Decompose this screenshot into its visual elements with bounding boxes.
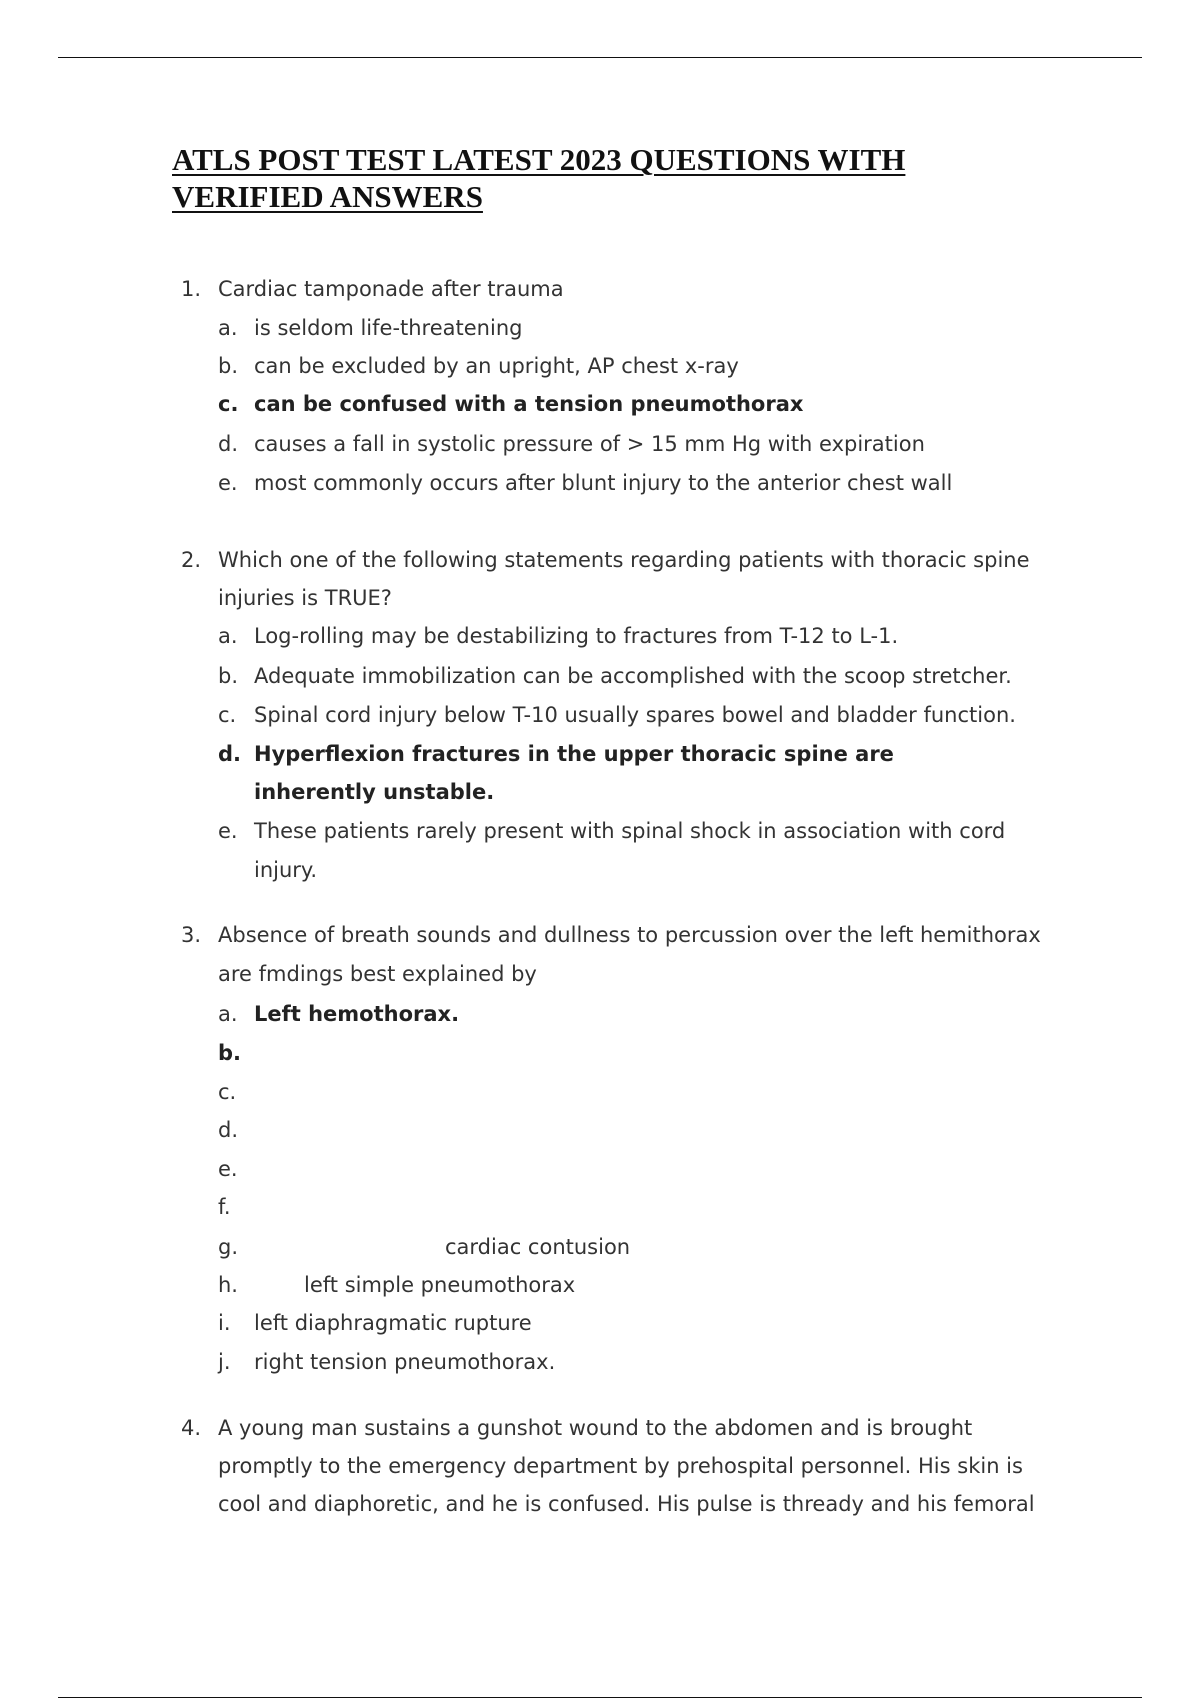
option-text: left simple pneumothorax [304, 1273, 576, 1297]
question-stem-continued: promptly to the emergency department by prehospital personnel. His skin is [218, 1454, 1023, 1478]
question-stem: Cardiac tamponade after trauma [218, 277, 564, 301]
option-letter: a. [218, 624, 238, 648]
option-letter: b. [218, 664, 239, 688]
option-letter: d. [218, 742, 242, 766]
option-letter: b. [218, 354, 239, 378]
option-text: right tension pneumothorax. [254, 1350, 556, 1374]
correct-answer: Hyperflexion fractures in the upper thoracic spine are [254, 742, 894, 766]
option-text: is seldom life-threatening [254, 316, 523, 340]
correct-answer: Left hemothorax. [254, 1002, 460, 1026]
option-text: can be excluded by an upright, AP chest x-ray [254, 354, 739, 378]
option-letter: d. [218, 1118, 239, 1142]
title-line-1: ATLS POST TEST LATEST 2023 QUESTIONS WITH [172, 142, 906, 177]
option-text-continued: injury. [254, 858, 318, 882]
option-text: cardiac contusion [445, 1235, 631, 1259]
option-letter: e. [218, 1157, 238, 1181]
question-stem-continued: are fmdings best explained by [218, 962, 537, 986]
option-text: Log-rolling may be destabilizing to fractures from T-12 to L-1. [254, 624, 899, 648]
question-number: 3. [181, 923, 202, 947]
option-letter: b. [218, 1041, 242, 1065]
option-text: causes a fall in systolic pressure of > 15 mm Hg with expiration [254, 432, 925, 456]
option-letter: c. [218, 1080, 237, 1104]
option-letter: h. [218, 1273, 238, 1297]
option-text: These patients rarely present with spinal shock in association with cord [254, 819, 1006, 843]
question-stem: Which one of the following statements regarding patients with thoracic spine [218, 548, 1030, 572]
question-stem: A young man sustains a gunshot wound to the abdomen and is brought [218, 1416, 973, 1440]
option-letter: j. [218, 1350, 231, 1374]
option-text: most commonly occurs after blunt injury to the anterior chest wall [254, 471, 953, 495]
option-text: Adequate immobilization can be accomplished with the scoop stretcher. [254, 664, 1012, 688]
question-number: 1. [181, 277, 202, 301]
option-letter: a. [218, 1002, 238, 1026]
option-letter: i. [218, 1311, 231, 1335]
bottom-rule [58, 1697, 1142, 1698]
document-title [172, 141, 905, 215]
option-letter: c. [218, 392, 239, 416]
question-stem: Absence of breath sounds and dullness to percussion over the left hemithorax [218, 923, 1041, 947]
question-number: 4. [181, 1416, 202, 1440]
option-letter: e. [218, 819, 238, 843]
option-letter: a. [218, 316, 238, 340]
option-letter: d. [218, 432, 239, 456]
question-number: 2. [181, 548, 202, 572]
question-stem-continued: injuries is TRUE? [218, 586, 392, 610]
top-rule [58, 57, 1142, 58]
option-text: Spinal cord injury below T-10 usually spares bowel and bladder function. [254, 703, 1016, 727]
option-text: left diaphragmatic rupture [254, 1311, 532, 1335]
title-line-2: VERIFIED ANSWERS [172, 179, 483, 214]
option-letter: c. [218, 703, 237, 727]
option-letter: e. [218, 471, 238, 495]
option-letter: g. [218, 1235, 239, 1259]
correct-answer-continued: inherently unstable. [254, 780, 495, 804]
option-letter: f. [218, 1195, 231, 1219]
correct-answer: can be confused with a tension pneumothorax [254, 392, 804, 416]
question-stem-continued: cool and diaphoretic, and he is confused. His pulse is thready and his femoral [218, 1492, 1035, 1516]
